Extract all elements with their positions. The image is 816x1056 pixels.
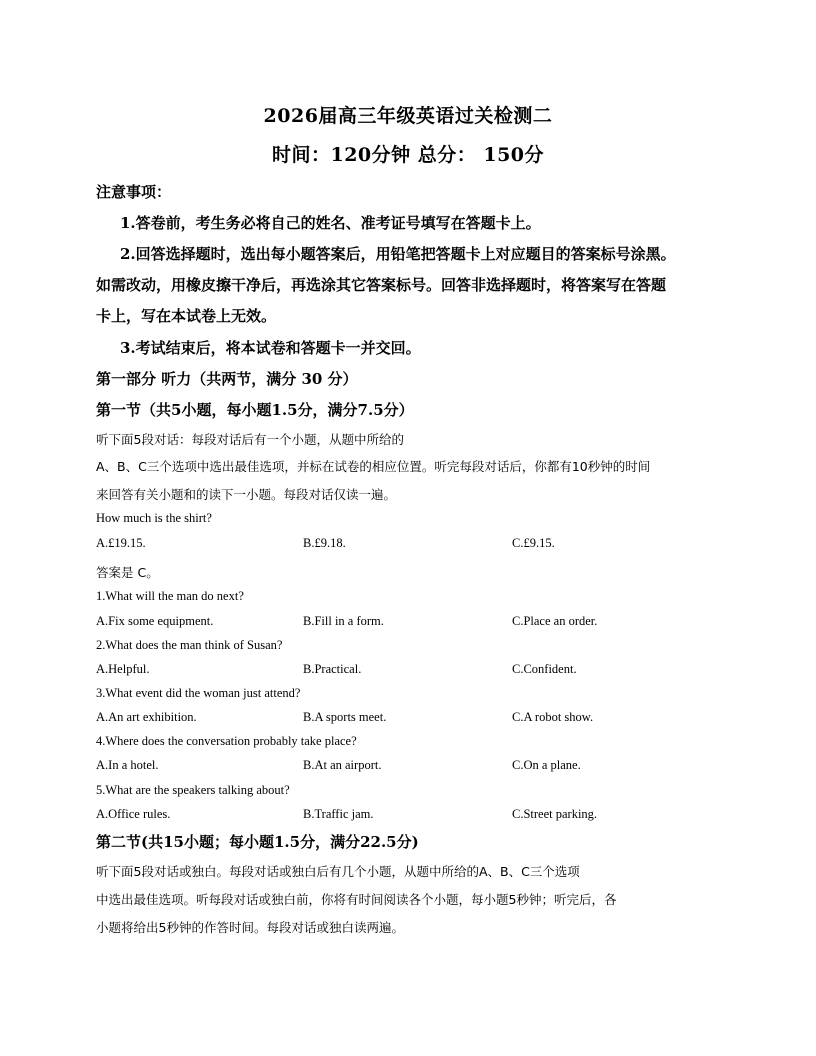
instruction-line: 听下面5段对话：每段对话后有一个小题，从题中所给的 xyxy=(96,432,404,447)
q4-option-c: C.On a plane. xyxy=(512,758,581,772)
instruction-line: A、B、C三个选项中选出最佳选项，并标在试卷的相应位置。听完每段对话后，你都有10秒钟的时间 xyxy=(96,459,651,474)
q4-option-b: B.At an airport. xyxy=(303,758,382,772)
q3-option-c: C.A robot show. xyxy=(512,710,594,724)
exam-subtitle: 时间：120分钟 总分： 150分 xyxy=(271,144,545,166)
example-option-b: B.£9.18. xyxy=(303,536,346,550)
q5-option-c: C.Street parking. xyxy=(512,807,598,821)
section2-heading: 第二节(共15小题；每小题1.5分，满分22.5分) xyxy=(96,833,419,851)
section2-instruction-line: 听下面5段对话或独白。每段对话或独白后有几个小题，从题中所给的A、B、C三个选项 xyxy=(96,864,580,879)
example-answer: 答案是 C。 xyxy=(96,565,159,580)
q5-option-b: B.Traffic jam. xyxy=(303,807,374,821)
notice-item-2-line-1: 2.回答选择题时，选出每小题答案后，用铅笔把答题卡上对应题目的答案标号涂黑。 xyxy=(120,245,676,263)
notice-item-2-line-2: 如需改动，用橡皮擦干净后，再选涂其它答案标号。回答非选择题时，将答案写在答题 xyxy=(96,276,667,294)
q1-option-c: C.Place an order. xyxy=(512,614,598,628)
question-1: 1.What will the man do next? xyxy=(96,589,244,603)
section1-heading: 第一节（共5小题，每小题1.5分，满分7.5分） xyxy=(96,401,414,419)
example-question: How much is the shirt? xyxy=(96,511,212,525)
q2-option-a: A.Helpful. xyxy=(96,662,150,676)
q1-option-b: B.Fill in a form. xyxy=(303,614,384,628)
q3-option-a: A.An art exhibition. xyxy=(96,710,197,724)
example-option-a: A.£19.15. xyxy=(96,536,146,550)
question-5: 5.What are the speakers talking about? xyxy=(96,783,290,797)
notice-item-2-line-3: 卡上，写在本试卷上无效。 xyxy=(96,307,277,325)
instruction-line: 来回答有关小题和的读下一小题。每段对话仅读一遍。 xyxy=(96,487,397,502)
example-option-c: C.£9.15. xyxy=(512,536,555,550)
notice-item-3: 3.考试结束后，将本试卷和答题卡一并交回。 xyxy=(120,339,421,357)
q2-option-c: C.Confident. xyxy=(512,662,577,676)
section2-instruction-line: 中选出最佳选项。听每段对话或独白前，你将有时间阅读各个小题，每小题5秒钟；听完后，各 xyxy=(96,892,617,907)
notice-heading: 注意事项： xyxy=(96,183,172,201)
exam-title: 2026届高三年级英语过关检测二 xyxy=(263,105,553,127)
question-2: 2.What does the man think of Susan? xyxy=(96,638,283,652)
q5-option-a: A.Office rules. xyxy=(96,807,171,821)
question-3: 3.What event did the woman just attend? xyxy=(96,686,301,700)
question-4: 4.Where does the conversation probably take place? xyxy=(96,734,357,748)
section2-instruction-line: 小题将给出5秒钟的作答时间。每段对话或独白读两遍。 xyxy=(96,920,404,935)
q4-option-a: A.In a hotel. xyxy=(96,758,159,772)
q1-option-a: A.Fix some equipment. xyxy=(96,614,214,628)
part1-heading: 第一部分 听力（共两节，满分 30 分） xyxy=(96,370,358,388)
notice-item-1: 1.答卷前，考生务必将自己的姓名、准考证号填写在答题卡上。 xyxy=(120,214,541,232)
q2-option-b: B.Practical. xyxy=(303,662,362,676)
q3-option-b: B.A sports meet. xyxy=(303,710,387,724)
